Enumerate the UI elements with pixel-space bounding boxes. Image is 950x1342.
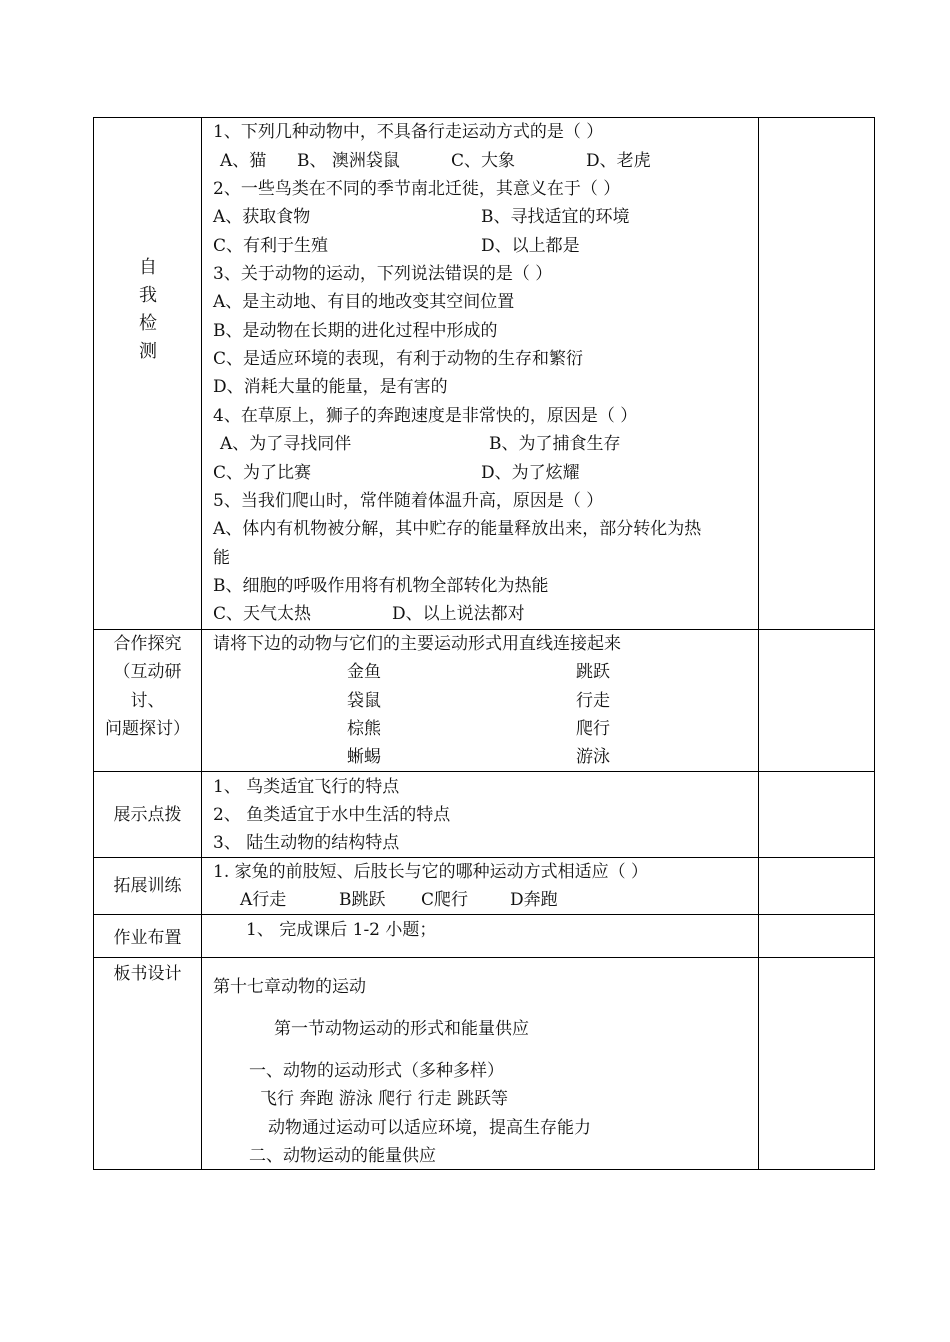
q1-option-b: B、 澳洲袋鼠 [297, 151, 400, 171]
q2-option-b: B、寻找适宜的环境 [481, 207, 630, 227]
cooperation-label-1: 合作探究 [113, 634, 182, 654]
q5-option-a-cont: 能 [213, 548, 230, 568]
question-2: 2、一些鸟类在不同的季节南北迁徙，其意义在于（ ） [213, 179, 621, 199]
q2-option-a: A、获取食物 [213, 207, 311, 227]
extension-option-a: A行走 [240, 890, 287, 910]
table-divider-label [201, 117, 202, 1170]
extension-option-d: D奔跑 [510, 890, 558, 910]
cooperation-label-2: （互动研 [113, 662, 182, 682]
q5-option-b: B、细胞的呼吸作用将有机物全部转化为热能 [213, 576, 549, 596]
q4-option-a: A、为了寻找同伴 [220, 434, 352, 454]
q4-option-d: D、为了炫耀 [481, 463, 580, 483]
animal-2: 袋鼠 [347, 691, 381, 711]
q3-option-a: A、是主动地、有目的地改变其空间位置 [213, 292, 515, 312]
animal-4: 蜥蜴 [347, 747, 381, 767]
table-border-right [874, 117, 875, 1170]
self-check-label-2: 我 [139, 285, 157, 306]
q2-option-d: D、以上都是 [481, 236, 580, 256]
extension-option-c: C爬行 [421, 890, 469, 910]
question-1: 1、下列几种动物中，不具备行走运动方式的是（ ） [213, 122, 604, 142]
question-4: 4、在草原上，狮子的奔跑速度是非常快的，原因是（ ） [213, 406, 638, 426]
row-divider-5 [93, 957, 875, 958]
board-adapt: 动物通过运动可以适应环境，提高生存能力 [268, 1118, 591, 1138]
q4-option-c: C、为了比赛 [213, 463, 312, 483]
row-divider-1 [93, 629, 875, 630]
q1-option-a: A、猫 [220, 151, 267, 171]
q1-option-c: C、大象 [451, 151, 516, 171]
cooperation-label-3: 讨、 [130, 691, 165, 711]
q5-option-c: C、天气太热 [213, 604, 312, 624]
q5-option-a: A、体内有机物被分解，其中贮存的能量释放出来，部分转化为热 [213, 519, 702, 539]
cooperation-instruction: 请将下边的动物与它们的主要运动形式用直线连接起来 [213, 634, 621, 654]
board-forms: 飞行 奔跑 游泳 爬行 行走 跳跃等 [260, 1089, 509, 1109]
board-section: 第一节动物运动的形式和能量供应 [274, 1019, 529, 1039]
table-border-top [93, 117, 875, 118]
homework-line: 1、 完成课后 1-2 小题； [246, 920, 437, 940]
movement-3: 爬行 [576, 719, 610, 739]
movement-4: 游泳 [576, 747, 610, 767]
question-3: 3、关于动物的运动，下列说法错误的是（ ） [213, 264, 553, 284]
q3-option-b: B、是动物在长期的进化过程中形成的 [213, 321, 498, 341]
display-line-2: 2、 鱼类适宜于水中生活的特点 [213, 805, 451, 825]
question-5: 5、当我们爬山时，常伴随着体温升高，原因是（ ） [213, 491, 604, 511]
table-divider-right [758, 117, 759, 1170]
animal-3: 棕熊 [347, 719, 381, 739]
board-label: 板书设计 [113, 964, 182, 984]
q1-option-d: D、老虎 [586, 151, 651, 171]
homework-label: 作业布置 [113, 928, 182, 948]
board-point-1: 一、动物的运动形式（多种多样） [249, 1061, 504, 1081]
self-check-label-1: 自 [139, 257, 157, 278]
extension-label: 拓展训练 [113, 876, 182, 896]
q2-option-c: C、有利于生殖 [213, 236, 329, 256]
q3-option-c: C、是适应环境的表现，有利于动物的生存和繁衍 [213, 349, 584, 369]
movement-2: 行走 [576, 691, 610, 711]
board-chapter: 第十七章动物的运动 [213, 977, 366, 997]
q5-option-d: D、以上说法都对 [392, 604, 525, 624]
row-divider-4 [93, 914, 875, 915]
self-check-label-3: 检 [139, 313, 157, 334]
self-check-label-4: 测 [139, 341, 157, 362]
q3-option-d: D、消耗大量的能量，是有害的 [213, 377, 448, 397]
movement-1: 跳跃 [576, 662, 610, 682]
q4-option-b: B、为了捕食生存 [489, 434, 621, 454]
table-border-bottom [93, 1169, 875, 1170]
animal-1: 金鱼 [347, 662, 381, 682]
display-line-1: 1、 鸟类适宜飞行的特点 [213, 777, 400, 797]
extension-option-b: B跳跃 [339, 890, 386, 910]
extension-question: 1. 家兔的前肢短、后肢长与它的哪种运动方式相适应（ ） [213, 862, 649, 882]
display-label: 展示点拨 [113, 805, 182, 825]
row-divider-3 [93, 857, 875, 858]
board-point-2: 二、动物运动的能量供应 [249, 1146, 436, 1166]
cooperation-label-4: 问题探讨） [105, 719, 190, 739]
row-divider-2 [93, 771, 875, 772]
display-line-3: 3、 陆生动物的结构特点 [213, 833, 400, 853]
